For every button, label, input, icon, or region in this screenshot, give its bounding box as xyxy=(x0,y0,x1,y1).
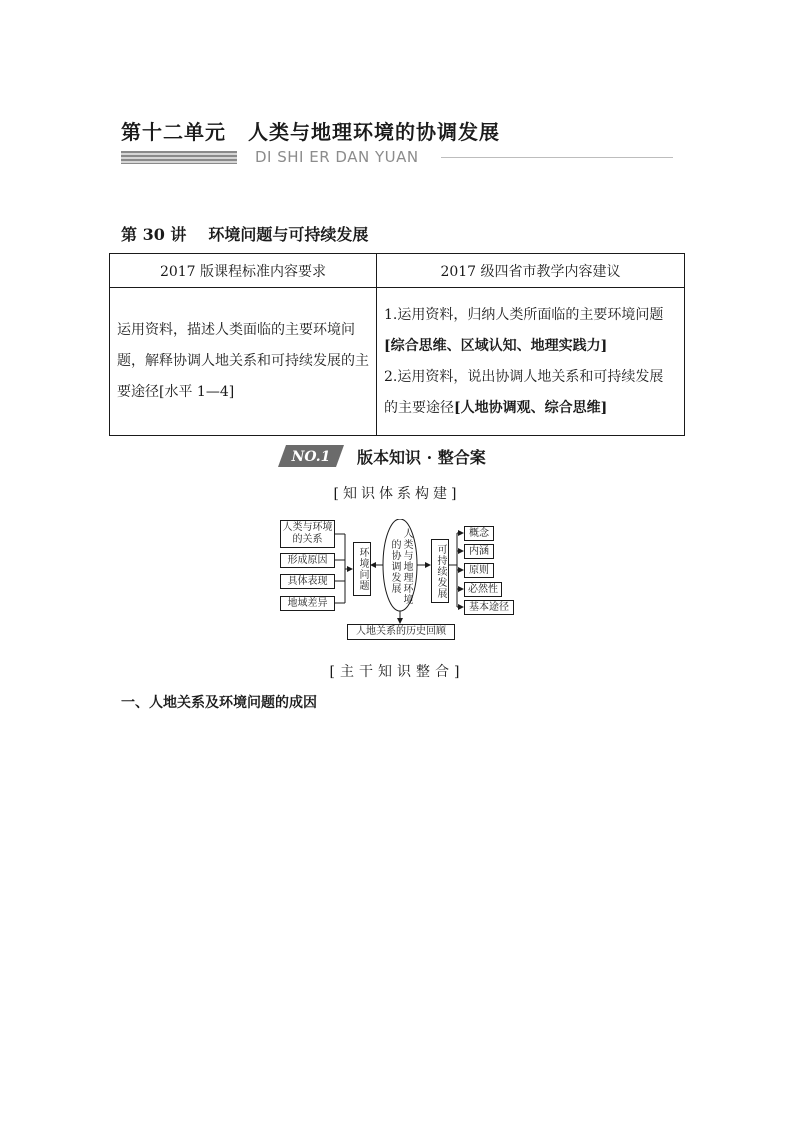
lecture-name: 环境问题与可持续发展 xyxy=(208,225,369,244)
diagram-box-sustainable: 可持续发展 xyxy=(431,539,449,603)
diagram-box-concept: 概念 xyxy=(464,526,494,541)
suggestion-item xyxy=(384,300,677,362)
badge-label: NO.1 xyxy=(291,449,331,465)
standard-level: [水平 1—4] xyxy=(159,384,235,400)
knowledge-diagram xyxy=(279,519,525,643)
suggestion-text: 1.运用资料，归纳人类所面临的主要环境问题 xyxy=(384,306,664,323)
diagram-box-cause: 形成原因 xyxy=(280,553,335,568)
knowledge-system-heading: [知识体系构建] xyxy=(333,486,461,502)
section-heading: 一、人地关系及环境问题的成因 xyxy=(121,695,317,711)
standard-cell xyxy=(110,288,377,436)
unit-decor-bar xyxy=(121,151,237,164)
suggestion-text: 2.运用资料，说出协调人地关系和可持续发展的主要途径 xyxy=(384,368,664,416)
table-header-row xyxy=(110,254,685,288)
table-header: 2017 级四省市教学内容建议 xyxy=(377,254,685,288)
diagram-box-principle: 原则 xyxy=(464,563,494,578)
lecture-number: 第 30 讲 xyxy=(121,225,187,244)
suggestion-tag: [综合思维、区域认知、地理实践力] xyxy=(384,337,608,354)
unit-title xyxy=(121,116,500,145)
unit-subtitle: 人类与地理环境的协调发展 xyxy=(248,120,500,144)
diagram-box-manifest: 具体表现 xyxy=(280,574,335,589)
unit-number: 第十二单元 xyxy=(121,120,226,144)
diagram-box-connotation: 内涵 xyxy=(464,544,494,559)
suggestion-tag: [人地协调观、综合思维] xyxy=(454,399,608,416)
main-knowledge-heading: [主干知识整合] xyxy=(329,664,465,680)
unit-pinyin: DI SHI ER DAN YUAN xyxy=(255,148,419,166)
no1-badge xyxy=(278,445,344,467)
diagram-box-history: 人地关系的历史回顾 xyxy=(347,624,455,640)
diagram-center-text: 人类与地理环境的协调发展 xyxy=(389,527,412,605)
no1-title: 版本知识 · 整合案 xyxy=(357,448,486,467)
suggestion-cell xyxy=(377,288,685,436)
diagram-box-env-problem: 环境问题 xyxy=(353,542,371,596)
diagram-box-relation: 人类与环境的关系 xyxy=(280,520,335,548)
suggestion-item xyxy=(384,362,677,424)
requirements-table xyxy=(109,253,685,436)
standard-text: 运用资料，描述人类面临的主要环境问题，解释协调人地关系和可持续发展的主要途径 xyxy=(117,322,369,400)
diagram-box-approach: 基本途径 xyxy=(464,600,514,615)
diagram-box-necessity: 必然性 xyxy=(464,582,502,597)
unit-divider xyxy=(441,157,673,158)
lecture-title xyxy=(121,222,368,245)
table-row xyxy=(110,288,685,436)
table-header: 2017 版课程标准内容要求 xyxy=(110,254,377,288)
diagram-box-regional: 地域差异 xyxy=(280,596,335,611)
